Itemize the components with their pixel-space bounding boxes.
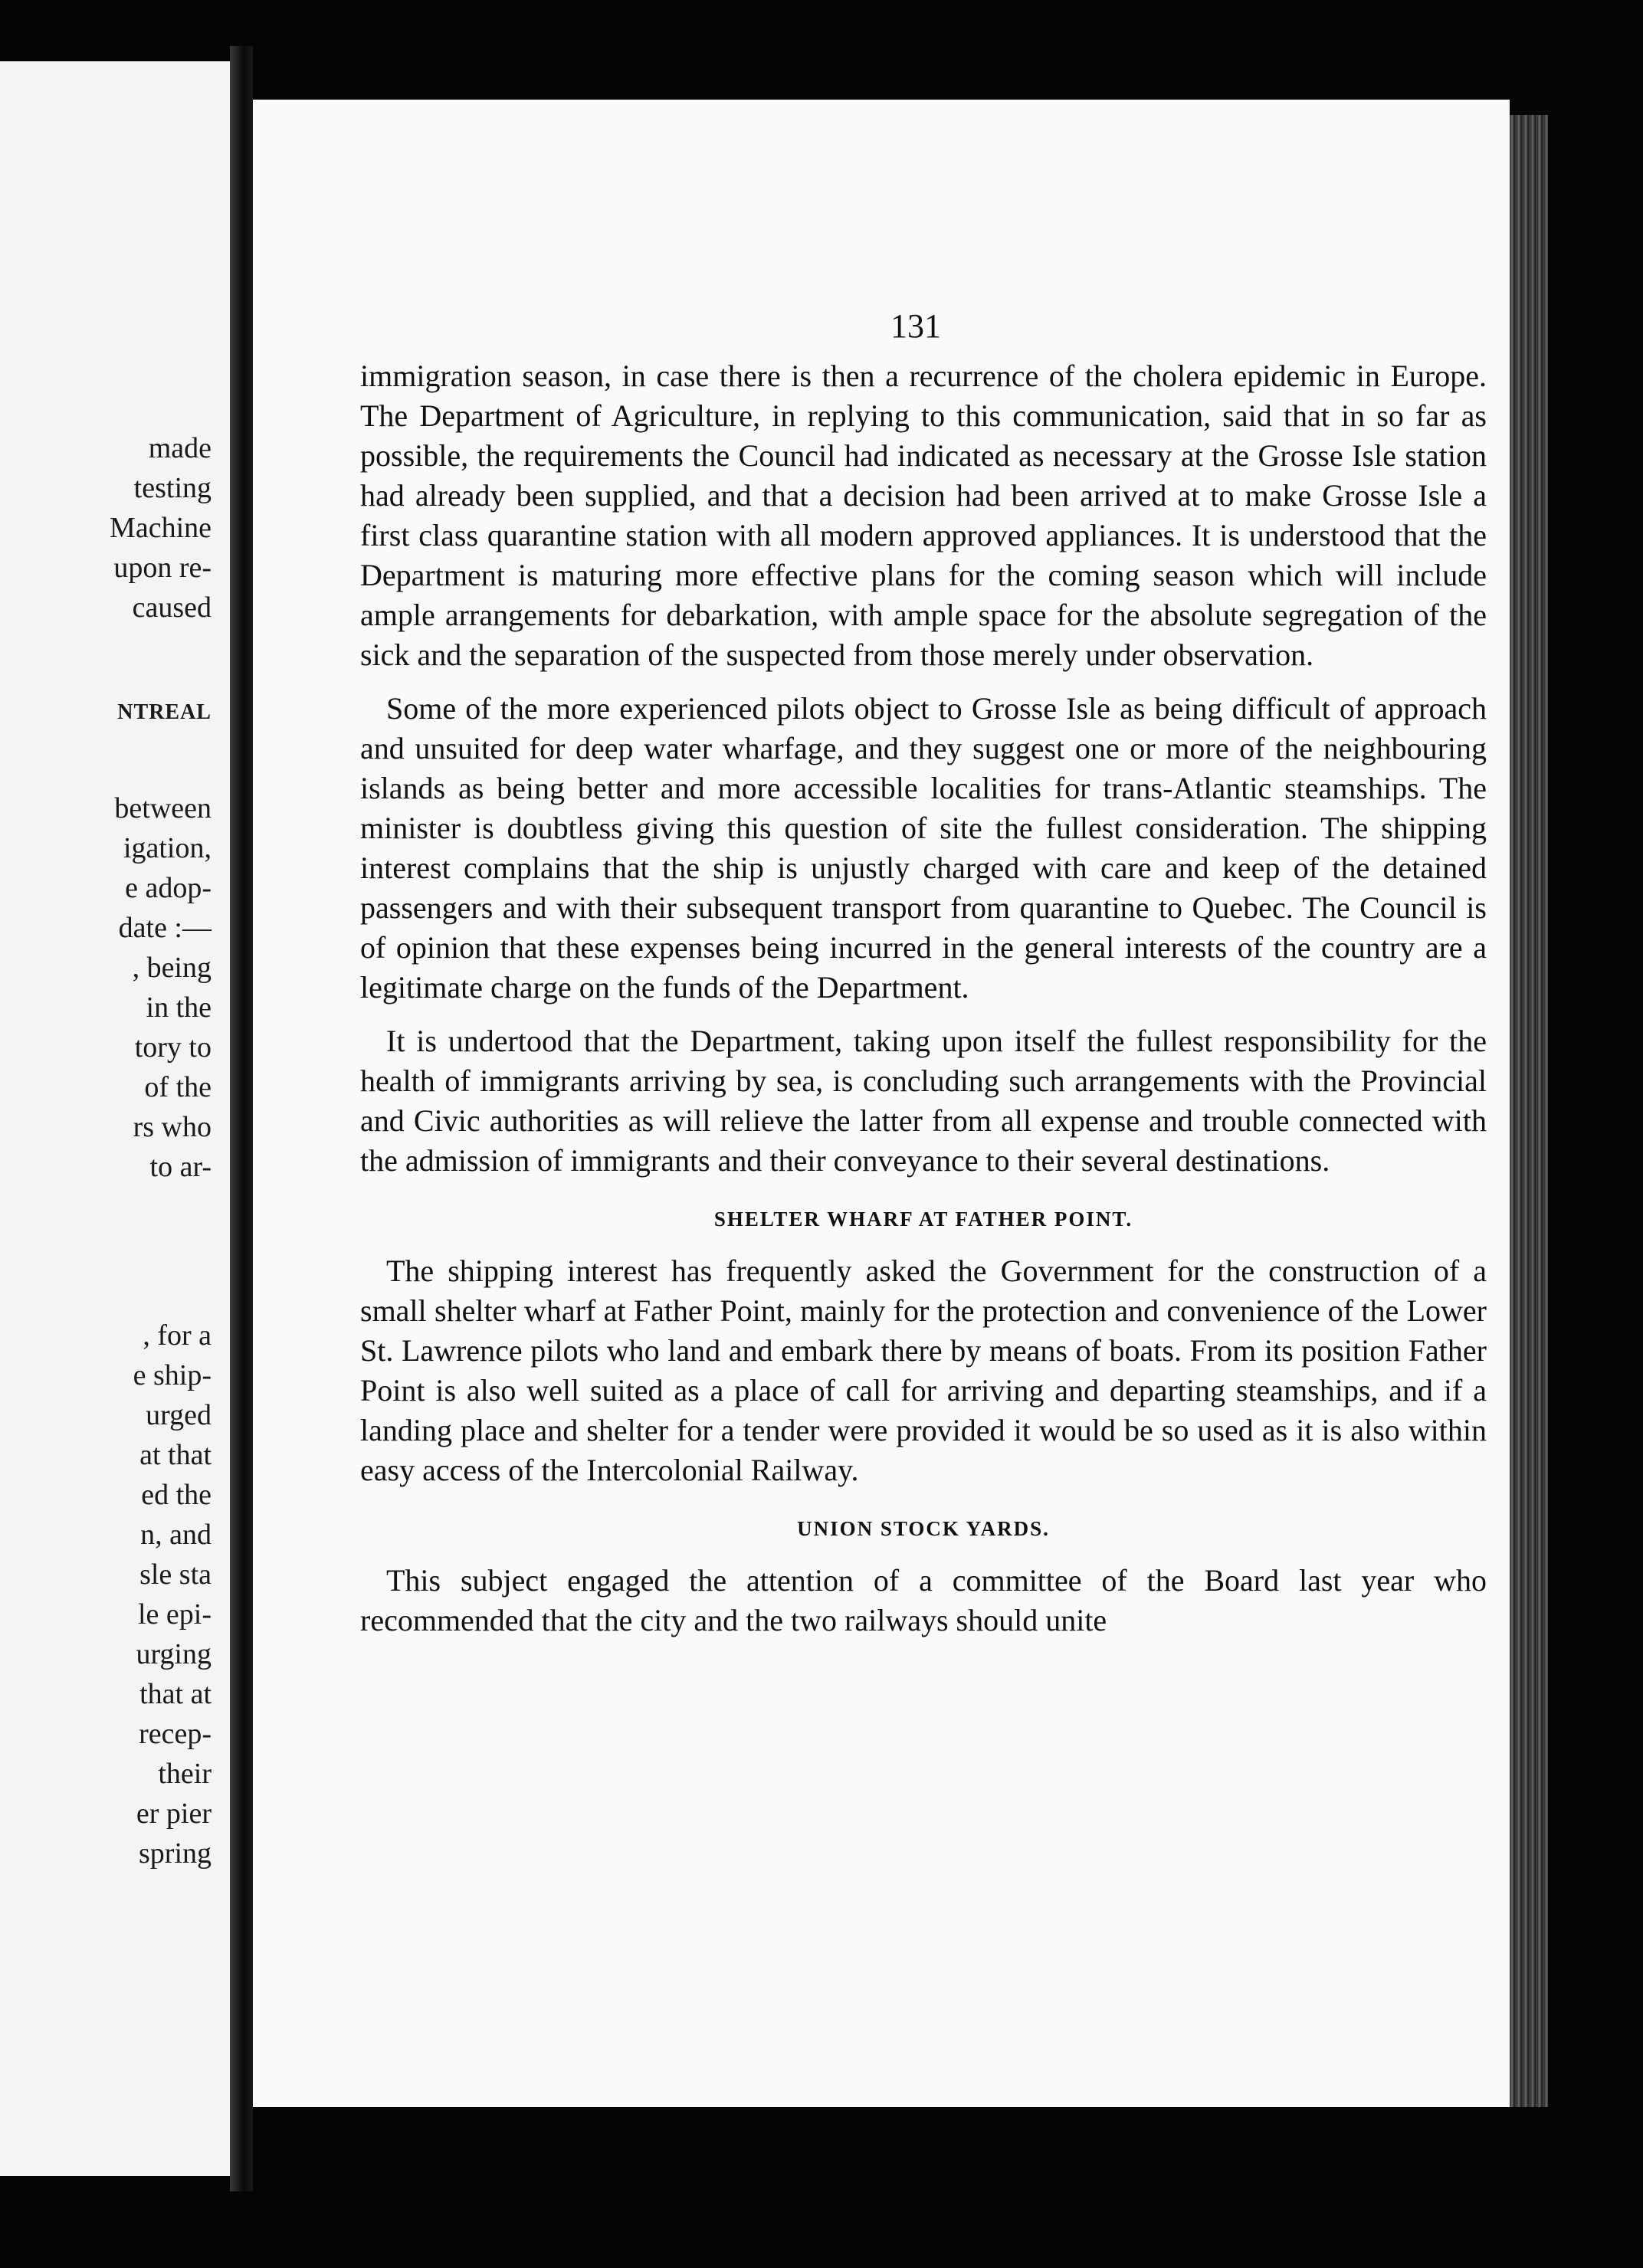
facing-page-line: tory to — [134, 1031, 212, 1064]
paragraph: Some of the more experienced pilots object to Grosse Isle as being difficult of approach and unsuited for deep water wharfage, and they suggest one or more of the neighbouring islands as being better and more accessible localities for trans-Atlantic steamships. The minister is doubtless giving this question of site the fullest consideration. The shipping interest complains that the ship is unjustly charged with care and keep of the detained passengers and with their subsequent transport from quarantine to Quebec. The Council is of opinion that these expenses being incurred in the general interests of the country are a legitimate charge on the funds of the Department. — [360, 691, 1487, 1005]
paragraph: The shipping interest has frequently asked the Government for the construction of a small shelter wharf at Father Point, mainly for the protection and convenience of the Lower St. Lawrence pilots who land and embark there by means of boats. From its position Father Point is also well suited as a place of call for arriving and departing steamships, and if a landing place and shelter for a tender were provided it would be so used as it is also within easy access of the Intercolonial Railway. — [360, 1254, 1487, 1487]
page-number: 131 — [890, 307, 941, 345]
facing-page-line: to ar- — [149, 1151, 212, 1183]
facing-page-line: Machine — [110, 512, 212, 544]
facing-page-line: le epi- — [137, 1598, 212, 1631]
facing-page-line: upon re- — [113, 552, 212, 584]
facing-page-line: e adop- — [125, 872, 212, 904]
facing-page-line: date :— — [118, 912, 212, 944]
document-page — [253, 100, 1510, 2107]
facing-page-line: sle sta — [139, 1558, 212, 1591]
facing-page-line: NTREAL — [117, 700, 212, 724]
facing-page-line: between — [114, 792, 212, 824]
page-edges — [1510, 115, 1548, 2107]
section-heading: UNION STOCK YARDS. — [797, 1517, 1050, 1540]
facing-page-line: caused — [132, 592, 212, 624]
facing-page-line: e ship- — [133, 1359, 212, 1391]
facing-page-line: at that — [139, 1439, 212, 1471]
facing-page-line: ed the — [141, 1479, 212, 1511]
facing-page-line: er pier — [136, 1798, 212, 1830]
facing-page-line: of the — [144, 1071, 212, 1103]
facing-page-line: rs who — [133, 1111, 212, 1143]
facing-page-line: spring — [139, 1837, 212, 1870]
facing-page-line: urging — [136, 1638, 212, 1670]
facing-page-line: recep- — [139, 1718, 212, 1750]
facing-page-line: their — [158, 1758, 212, 1790]
section-heading: SHELTER WHARF AT FATHER POINT. — [713, 1208, 1133, 1231]
book-gutter — [230, 46, 253, 2191]
paragraph: immigration season, in case there is then a recurrence of the cholera epidemic in Europe. The Department of Agriculture, in replying to this communication, said that in so far as possible, the requirements the Council had indicated as necessary at the Grosse Isle station had already been supplied, and that a decision had been arrived at to make Grosse Isle a first class quarantine station with all modern approved appliances. It is understood that the Department is maturing more effective plans for the coming season which will include ample arrangements for debarkation, with ample space for the absolute segregation of the sick and the separation of the suspected from those merely under observation. — [360, 359, 1487, 672]
facing-page-line: , for a — [143, 1319, 212, 1352]
facing-page-line: in the — [146, 991, 212, 1024]
facing-page-line: igation, — [123, 832, 212, 864]
facing-page-line: n, and — [140, 1519, 212, 1551]
facing-page-line: testing — [133, 472, 212, 504]
facing-page-line: , being — [132, 952, 212, 984]
paragraph: It is undertood that the Department, taking upon itself the fullest responsibility for the health of immigrants arriving by sea, is concluding such arrangements with the Provincial and Civic authorities as will relieve the latter from all expense and trouble connected with the admission of immigrants and their conveyance to their several destinations. — [360, 1024, 1487, 1178]
facing-page-line: made — [148, 432, 212, 464]
facing-page-line: urged — [146, 1399, 212, 1431]
facing-page — [0, 61, 230, 2176]
facing-page-line: that at — [139, 1678, 212, 1710]
page-body — [360, 356, 1487, 1654]
paragraph: This subject engaged the attention of a committee of the Board last year who recommended that the city and the two railways should unite — [360, 1563, 1487, 1637]
